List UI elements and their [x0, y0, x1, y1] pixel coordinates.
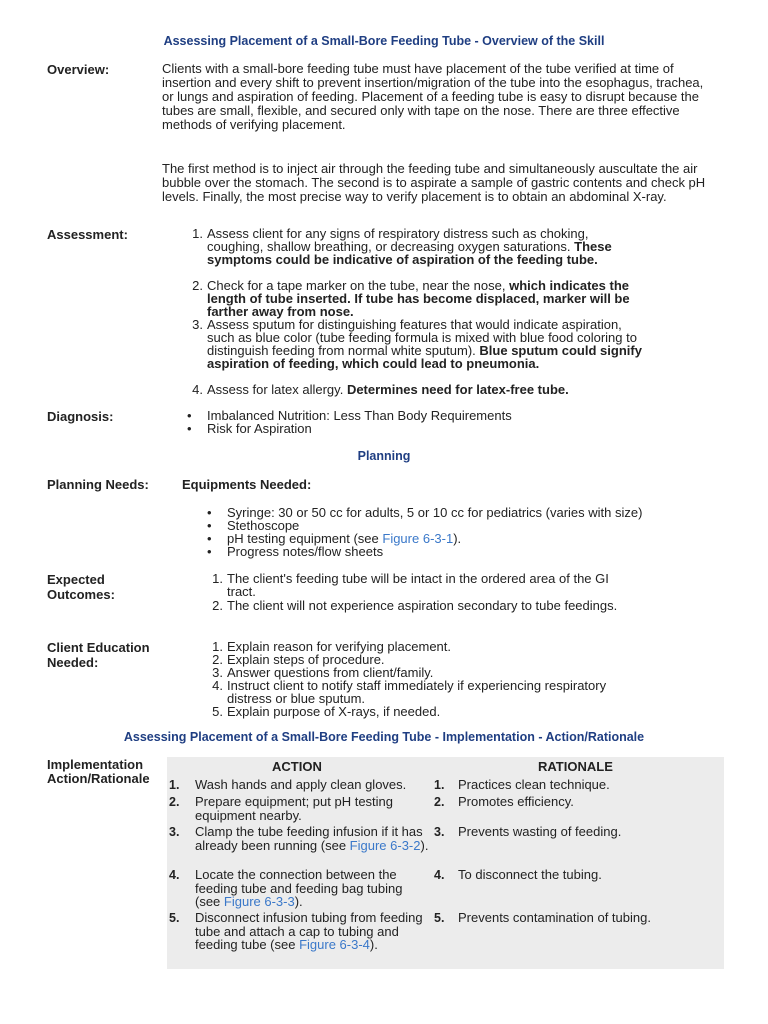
row-number: 3.: [169, 825, 180, 839]
row-number: 4.: [434, 868, 445, 882]
list-text: The client will not experience aspiration secondary to tube feedings.: [227, 598, 618, 613]
list-text: Explain steps of procedure.: [227, 652, 385, 667]
list-text: Progress notes/flow sheets: [227, 544, 384, 559]
diagnosis-label: Diagnosis:: [47, 409, 114, 424]
list-item: [212, 598, 622, 613]
figure-link[interactable]: Figure 6-3-2: [349, 837, 421, 853]
expected-list: [212, 571, 622, 613]
list-text: Assess sputum for distinguishing features that would indicate aspiration, such as blue color (tube feeding formula is mixed with blue food coloring to distinguish feeding from normal white sputum).: [207, 317, 637, 358]
implementation-title: Assessing Placement of a Small-Bore Feeding Tube - Implementation - Action/Rationale: [123, 730, 645, 744]
action-text-part: Locate the connection between the feeding tube and feeding bag tubing (see: [195, 867, 403, 909]
list-item: [212, 704, 647, 719]
list-item: [187, 421, 627, 436]
action-text-part: ).: [294, 894, 303, 909]
list-text: Assess for latex allergy.: [207, 382, 344, 397]
list-item: [207, 544, 707, 559]
figure-link[interactable]: Figure 6-3-3: [223, 894, 295, 909]
list-item: [192, 382, 647, 397]
client-education-label: Client Education Needed:: [47, 640, 150, 670]
bullet-icon: •: [187, 408, 192, 423]
figure-link[interactable]: Figure 6-3-4: [299, 937, 370, 952]
list-text: Syringe: 30 or 50 cc for adults, 5 or 10 cc for pediatrics (varies with size): [227, 505, 643, 520]
bullet-icon: •: [207, 505, 212, 520]
action-text-part: ).: [420, 837, 429, 853]
list-number: 1.: [192, 226, 203, 241]
overview-title: Assessing Placement of a Small-Bore Feeding Tube - Overview of the Skill: [163, 34, 605, 48]
action-text-part: ).: [369, 937, 378, 952]
row-number: 2.: [434, 795, 445, 809]
list-item: [192, 317, 647, 383]
list-text: Explain purpose of X-rays, if needed.: [227, 704, 441, 719]
assessment-list: [192, 226, 647, 397]
list-number: 1.: [212, 571, 223, 586]
education-list: [212, 639, 647, 719]
row-number: 1.: [169, 778, 180, 792]
list-text: Assess client for any signs of respiratory distress such as choking, coughing, shallow breathing, or decreasing oxygen saturations.: [207, 226, 589, 254]
list-text: Imbalanced Nutrition: Less Than Body Requirements: [207, 408, 512, 423]
rationale-text: Prevents wasting of feeding.: [458, 824, 622, 839]
row-number: 5.: [169, 911, 180, 925]
rationale-header: RATIONALE: [538, 759, 613, 774]
action-text-part: Disconnect infusion tubing from feeding tube and attach a cap to tubing and feeding tube (see: [195, 910, 423, 952]
list-item: [212, 571, 622, 599]
list-bold-text: Blue sputum could signify aspiration of feeding, which could lead to pneumonia.: [207, 343, 642, 371]
list-text: ).: [453, 531, 462, 546]
implementation-label: Implementation Action/Rationale: [47, 757, 150, 786]
expected-outcomes-label: Expected Outcomes:: [47, 572, 115, 602]
equipment-list: [207, 505, 707, 559]
assessment-label: Assessment:: [47, 227, 128, 242]
list-bold-text: These symptoms could be indicative of aspiration of the feeding tube.: [207, 239, 612, 267]
planning-title: Planning: [357, 449, 411, 463]
action-text: [195, 825, 430, 852]
list-number: 3.: [192, 317, 203, 332]
list-number: 4.: [192, 382, 203, 397]
list-text: Instruct client to notify staff immediately if experiencing respiratory distress or blue sputum.: [227, 678, 607, 706]
list-text: Answer questions from client/family.: [227, 665, 434, 680]
action-text: [195, 911, 423, 952]
rationale-text: Practices clean technique.: [458, 777, 610, 792]
list-bold-text: which indicates the length of tube inserted. If tube has become displaced, marker will be farther away from nose.: [207, 278, 630, 319]
bullet-icon: •: [207, 518, 212, 533]
list-number: 1.: [212, 639, 223, 654]
rationale-text: Promotes efficiency.: [458, 794, 574, 809]
row-number: 4.: [169, 868, 180, 882]
list-item: [212, 678, 647, 706]
list-item: [192, 226, 647, 279]
list-bold-text: Determines need for latex-free tube.: [346, 382, 569, 397]
list-text: Stethoscope: [227, 518, 300, 533]
list-text: pH testing equipment (see: [227, 531, 383, 546]
row-number: 1.: [434, 778, 445, 792]
list-number: 4.: [212, 678, 223, 693]
action-text: Prepare equipment; put pH testing equipment nearby.: [195, 794, 394, 823]
list-text: Risk for Aspiration: [207, 421, 312, 436]
action-text: Wash hands and apply clean gloves.: [195, 777, 407, 792]
list-number: 5.: [212, 704, 223, 719]
action-text: [195, 868, 423, 909]
equipment-label: Equipments Needed:: [182, 477, 312, 492]
list-text: Check for a tape marker on the tube, near the nose,: [207, 278, 506, 293]
bullet-icon: •: [187, 421, 192, 436]
list-number: 2.: [192, 278, 203, 293]
diagnosis-list: [187, 408, 627, 436]
list-number: 2.: [212, 652, 223, 667]
action-header: ACTION: [272, 759, 322, 774]
overview-para-1: Clients with a small-bore feeding tube must have placement of the tube verified at time of insertion and every shift to prevent insertion/migration of the tube into the esophagus, trachea, or lungs and aspiration of feeding. Placement of a feeding tube is easy to disrupt because the tubes are small, flexible, and secured only with tape on the nose. There are three effective methods of verifying placement.: [162, 61, 704, 132]
rationale-text: Prevents contamination of tubing.: [458, 910, 651, 925]
overview-para-2: The first method is to inject air through the feeding tube and simultaneously auscultate the air bubble over the stomach. The second is to aspirate a sample of gastric contents and check pH levels. Finally, the most precise way to verify placement is to obtain an abdominal X-ray.: [162, 161, 706, 204]
row-number: 2.: [169, 795, 180, 809]
figure-link[interactable]: Figure 6-3-1: [382, 531, 454, 546]
list-item: [192, 278, 647, 319]
bullet-icon: •: [207, 544, 212, 559]
action-text-part: Clamp the tube feeding infusion if it has already been running (see: [195, 824, 423, 853]
list-number: 2.: [212, 598, 223, 613]
list-text: The client's feeding tube will be intact in the ordered area of the GI tract.: [227, 571, 609, 599]
row-number: 5.: [434, 911, 445, 925]
overview-label: Overview:: [47, 62, 110, 77]
row-number: 3.: [434, 825, 445, 839]
rationale-text: To disconnect the tubing.: [458, 867, 602, 882]
list-text: Explain reason for verifying placement.: [227, 639, 452, 654]
planning-needs-label: Planning Needs:: [47, 477, 149, 492]
list-number: 3.: [212, 665, 223, 680]
bullet-icon: •: [207, 531, 212, 546]
